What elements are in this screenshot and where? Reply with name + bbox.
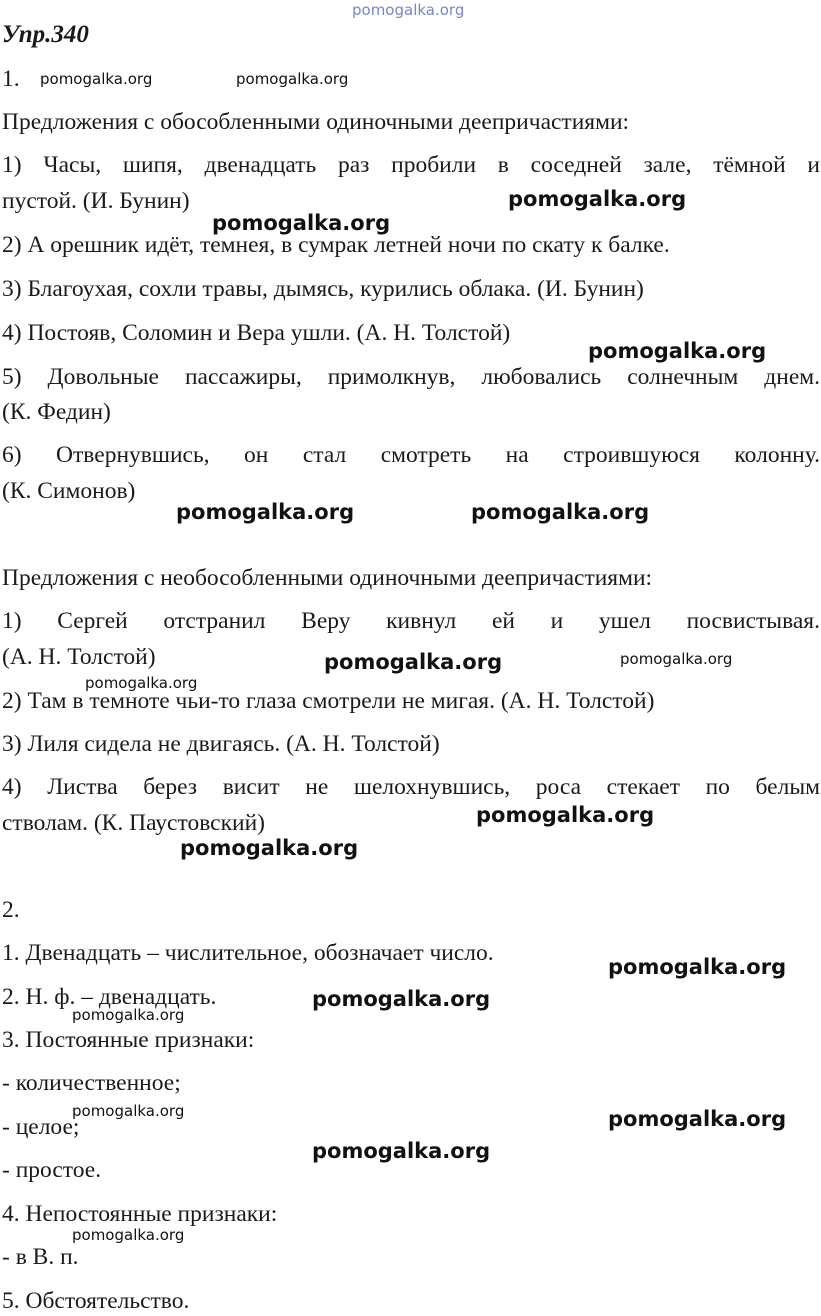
watermark: pomogalka.org (40, 70, 153, 88)
isolated-sentence-4: 4) Постояв, Соломин и Вера ушли. (А. Н. Толстой) (2, 320, 511, 346)
watermark: pomogalka.org (608, 955, 787, 979)
isolated-sentence-5-line-1: 5) Довольные пассажиры, примолкнув, любовались солнечным днем. (2, 364, 820, 390)
nonisolated-sentence-1-line-1: 1) Сергей отстранил Веру кивнул ей и ушел посвистывая. (2, 608, 820, 634)
analysis-line-4: - количественное; (2, 1070, 181, 1096)
isolated-sentence-6-line-1: 6) Отвернувшись, он стал смотреть на строившуюся колонну. (2, 442, 820, 468)
exercise-title: Упр.340 (2, 21, 89, 48)
section-1-number: 1. (2, 66, 20, 92)
watermark: pomogalka.org (324, 650, 503, 674)
analysis-line-6: - простое. (2, 1157, 102, 1183)
analysis-line-1: 1. Двенадцать – числительное, обозначает число. (2, 940, 494, 966)
watermark: pomogalka.org (620, 650, 733, 668)
heading-isolated: Предложения с обособленными одиночными деепричастиями: (2, 109, 630, 135)
nonisolated-sentence-4-line-2: стволам. (К. Паустовский) (2, 810, 265, 836)
watermark: pomogalka.org (176, 500, 355, 524)
heading-nonisolated: Предложения с необособленными одиночными деепричастиями: (2, 565, 653, 591)
isolated-sentence-5-line-2: (К. Федин) (2, 399, 111, 425)
analysis-line-9: 5. Обстоятельство. (2, 1288, 190, 1314)
watermark: pomogalka.org (72, 1226, 185, 1244)
nonisolated-sentence-4-line-1: 4) Листва берез висит не шелохнувшись, роса стекает по белым (2, 774, 820, 800)
header-site-watermark: pomogalka.org (352, 1, 465, 19)
watermark: pomogalka.org (588, 339, 767, 363)
isolated-sentence-3: 3) Благоухая, сохли травы, дымясь, курились облака. (И. Бунин) (2, 276, 644, 302)
analysis-line-2: 2. Н. ф. – двенадцать. (2, 984, 217, 1010)
analysis-line-8: - в В. п. (2, 1244, 79, 1270)
isolated-sentence-6-line-2: (К. Симонов) (2, 478, 136, 504)
watermark: pomogalka.org (312, 1139, 491, 1163)
isolated-sentence-1-line-2: пустой. (И. Бунин) (2, 188, 190, 214)
watermark: pomogalka.org (180, 836, 359, 860)
watermark: pomogalka.org (72, 1006, 185, 1024)
nonisolated-sentence-1-line-2: (А. Н. Толстой) (2, 644, 156, 670)
nonisolated-sentence-2: 2) Там в темноте чьи-то глаза смотрели не мигая. (А. Н. Толстой) (2, 688, 655, 714)
watermark: pomogalka.org (476, 803, 655, 827)
nonisolated-sentence-3: 3) Лиля сидела не двигаясь. (А. Н. Толстой) (2, 731, 440, 757)
section-2-number: 2. (2, 897, 20, 923)
watermark: pomogalka.org (471, 500, 650, 524)
watermark: pomogalka.org (312, 987, 491, 1011)
analysis-line-3: 3. Постоянные признаки: (2, 1027, 255, 1053)
watermark: pomogalka.org (212, 211, 391, 235)
analysis-line-5: - целое; (2, 1114, 80, 1140)
watermark: pomogalka.org (508, 187, 687, 211)
watermark: pomogalka.org (85, 674, 198, 692)
watermark: pomogalka.org (72, 1102, 185, 1120)
isolated-sentence-2: 2) А орешник идёт, темнея, в сумрак летней ночи по скату к балке. (2, 232, 670, 258)
analysis-line-7: 4. Непостоянные признаки: (2, 1201, 278, 1227)
watermark: pomogalka.org (608, 1107, 787, 1131)
isolated-sentence-1-line-1: 1) Часы, шипя, двенадцать раз пробили в соседней зале, тёмной и (2, 152, 820, 178)
watermark: pomogalka.org (236, 70, 349, 88)
